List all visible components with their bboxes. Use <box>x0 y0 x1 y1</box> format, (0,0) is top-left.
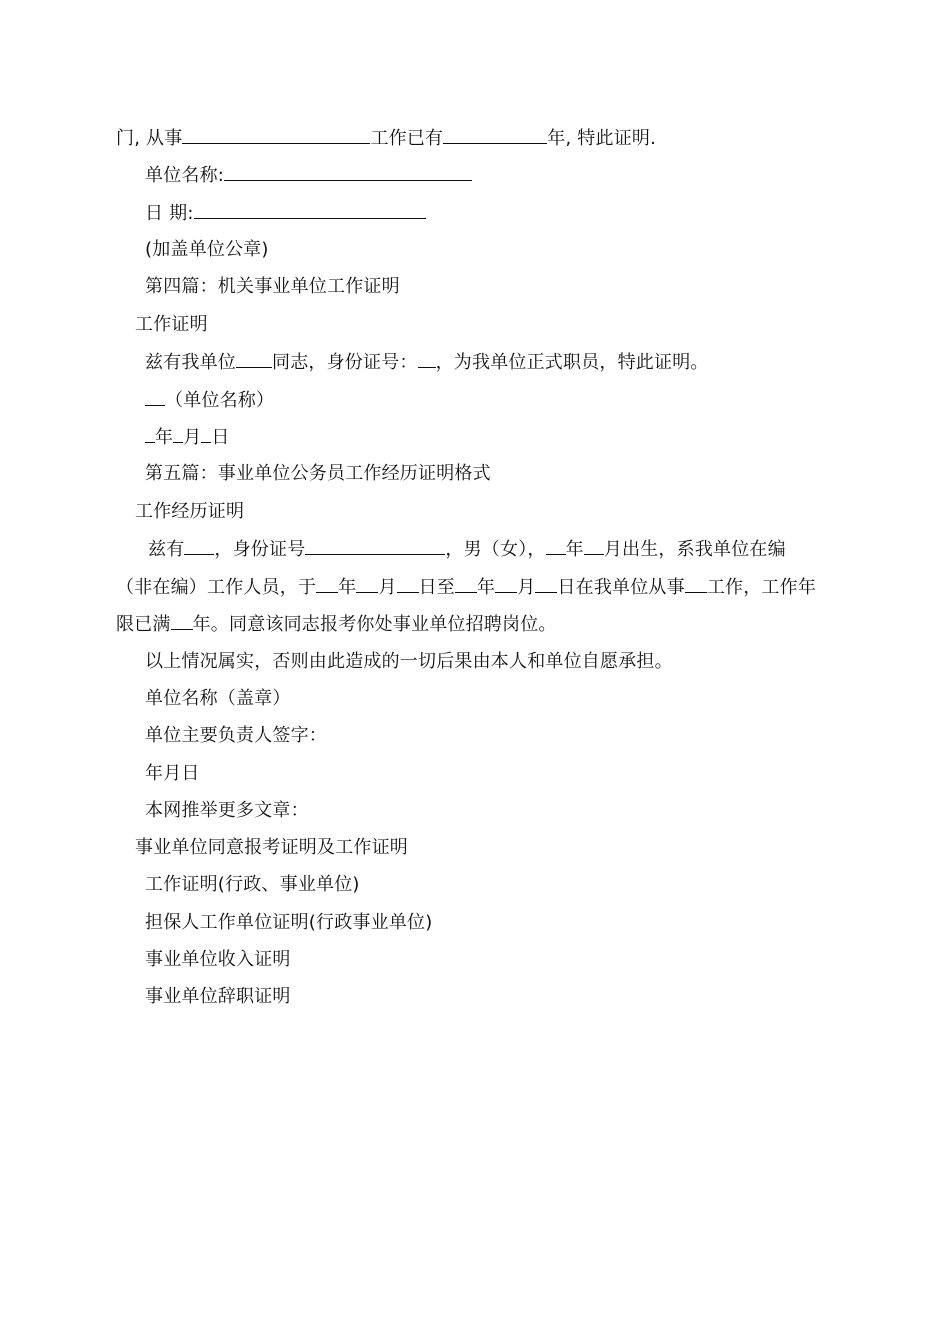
p1-line2-g: 日在我单位从事 <box>557 577 685 598</box>
id-blank <box>418 350 436 368</box>
p1-line2-a: （非在编）工作人员，于 <box>116 577 317 598</box>
continuation-middle: 工作已有 <box>370 128 444 149</box>
recommend-link[interactable]: 工作证明(行政、事业单位) <box>145 874 360 895</box>
occupation-blank <box>182 126 370 144</box>
section5-p1-line1 <box>148 537 786 561</box>
p1-line3-a: 限已满 <box>116 614 171 635</box>
p1-a: 兹有 <box>148 539 185 560</box>
continuation-prefix: 门, 从事 <box>116 128 183 149</box>
day-blank <box>201 425 211 443</box>
p1-to-year-blank <box>455 575 477 593</box>
recommend-link[interactable]: 事业单位收入证明 <box>145 949 291 970</box>
section4-body-c: ，为我单位正式职员，特此证明。 <box>435 352 709 373</box>
section5-heading: 工作经历证明 <box>135 501 245 522</box>
p1-name-blank <box>184 537 214 555</box>
section5-p1-line2 <box>116 575 816 599</box>
p1-line2-e: 年 <box>477 577 496 598</box>
section4-title: 第四篇：机关事业单位工作证明 <box>145 276 400 297</box>
section5-p1-line3 <box>116 612 557 636</box>
recommend-link[interactable]: 事业单位同意报考证明及工作证明 <box>135 837 408 858</box>
p1-from-year-blank <box>316 575 338 593</box>
section4-body-b: 同志，身份证号： <box>272 352 418 373</box>
year-blank <box>145 425 155 443</box>
section4-date-day: 日 <box>211 427 230 448</box>
p1-id-blank <box>305 537 445 555</box>
month-blank <box>173 425 183 443</box>
section4-heading: 工作证明 <box>135 314 208 335</box>
p1-to-month-blank <box>495 575 517 593</box>
p1-line2-h: 工作，工作年 <box>706 577 817 598</box>
date-blank <box>194 201 426 219</box>
section4-date-month: 月 <box>183 427 202 448</box>
date-label: 日 期: <box>145 203 194 224</box>
section4-body-a: 兹有我单位 <box>145 352 236 373</box>
section4-date-line <box>145 425 230 449</box>
p1-work-blank <box>685 575 707 593</box>
p1-birth-year-blank <box>546 537 566 555</box>
p1-from-day-blank <box>397 575 419 593</box>
years-blank <box>443 126 547 144</box>
section5-signature: 单位主要负责人签字： <box>145 725 327 746</box>
unit-name-line <box>145 163 472 187</box>
p1-e: 月出生，系我单位在编 <box>603 539 786 560</box>
recommend-link[interactable]: 担保人工作单位证明(行政事业单位) <box>145 912 433 933</box>
name-blank <box>236 350 272 368</box>
p1-line2-b: 年 <box>338 577 357 598</box>
p1-d: 年 <box>565 539 584 560</box>
section4-unit-line <box>145 388 274 412</box>
p1-from-month-blank <box>356 575 378 593</box>
section5-p2: 以上情况属实，否则由此造成的一切后果由本人和单位自愿承担。 <box>145 651 673 672</box>
recommend-label: 本网推举更多文章： <box>145 800 309 821</box>
date-line <box>145 201 426 225</box>
continuation-line <box>116 126 656 150</box>
section5-title: 第五篇：事业单位公务员工作经历证明格式 <box>145 463 491 484</box>
section5-unit-seal: 单位名称（盖章） <box>145 688 291 709</box>
p1-to-day-blank <box>535 575 557 593</box>
p1-line2-f: 月 <box>517 577 536 598</box>
section4-unit-label: （单位名称） <box>165 390 275 411</box>
unit-name-label: 单位名称: <box>145 165 225 186</box>
seal-note: (加盖单位公章) <box>145 239 269 260</box>
p1-line2-d: 日至 <box>418 577 456 598</box>
p1-line3-b: 年。同意该同志报考你处事业单位招聘岗位。 <box>192 614 557 635</box>
p1-c: ，男（女）， <box>445 539 546 560</box>
p1-line2-c: 月 <box>378 577 397 598</box>
section4-date-year: 年 <box>155 427 174 448</box>
recommend-link[interactable]: 事业单位辞职证明 <box>145 986 291 1007</box>
section4-body <box>145 350 709 374</box>
section5-date: 年月日 <box>145 763 200 784</box>
section4-unit-blank <box>145 388 165 406</box>
p1-b: ，身份证号 <box>214 539 306 560</box>
p1-birth-month-blank <box>584 537 604 555</box>
p1-years-blank <box>171 612 193 630</box>
continuation-suffix: 年, 特此证明. <box>547 128 657 149</box>
unit-name-blank <box>224 163 472 181</box>
